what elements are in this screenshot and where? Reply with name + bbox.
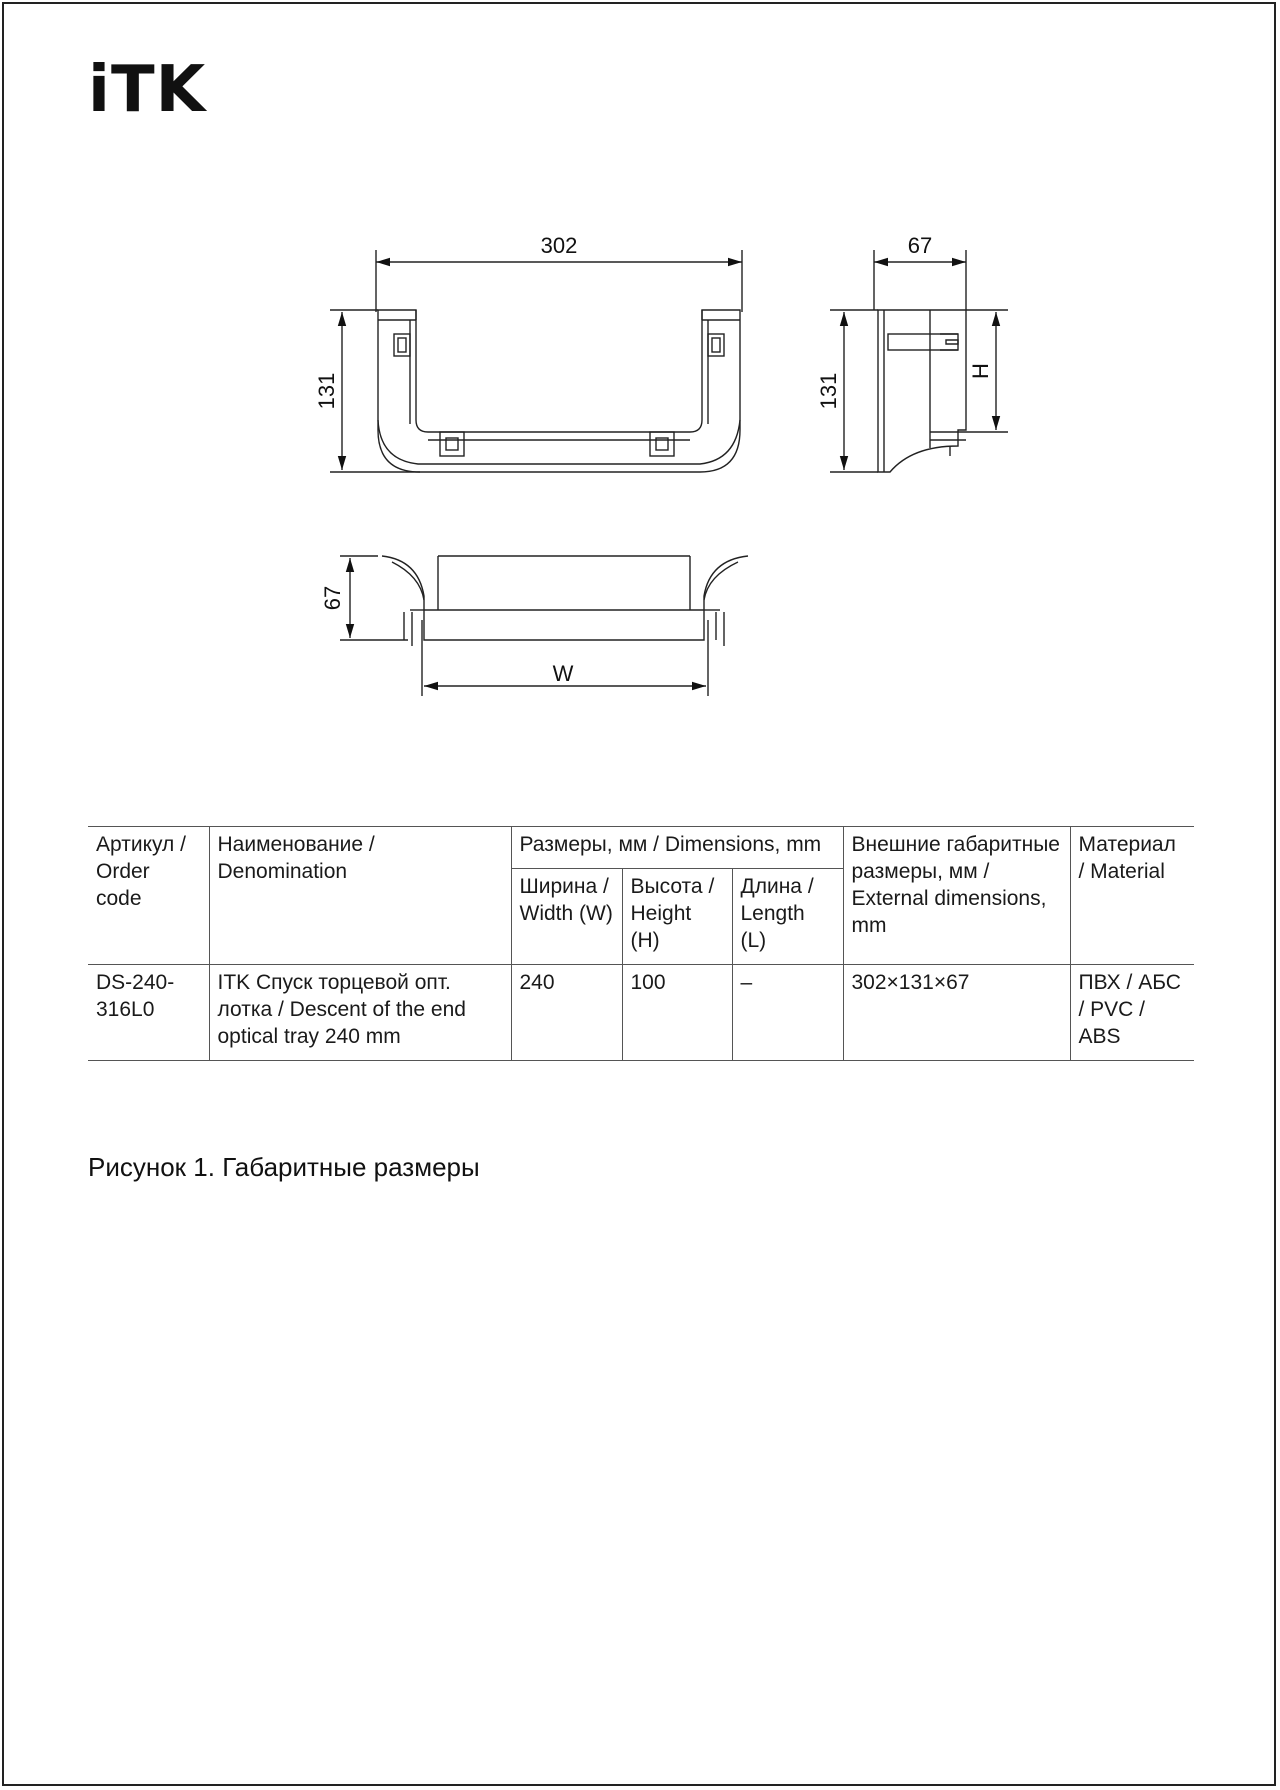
- front-view: [330, 250, 742, 472]
- cell-external: 302×131×67: [843, 965, 1070, 1061]
- dim-302: 302: [540, 233, 578, 258]
- cell-length: –: [732, 965, 843, 1061]
- dim-67-plan: 67: [320, 585, 345, 611]
- table-header-row: [88, 827, 1194, 869]
- cell-order-code: DS-240-316L0: [88, 965, 209, 1061]
- table-row: [88, 965, 1194, 1061]
- header-height: Высота / Height (H): [622, 869, 732, 965]
- header-denomination: Наименование / Denomination: [209, 827, 511, 965]
- dim-67-side: 67: [907, 233, 933, 258]
- dim-h-label: H: [968, 363, 993, 379]
- header-dimensions: Размеры, мм / Dimensions, mm: [511, 827, 843, 869]
- spec-table: [88, 826, 1194, 1061]
- itk-logo: iTK: [88, 53, 207, 127]
- plan-view: [340, 556, 748, 696]
- cell-denomination: ITK Спуск торцевой опт. лотка / Descent of the end optical tray 240 mm: [209, 965, 511, 1061]
- header-order-code: Артикул / Order code: [88, 827, 209, 965]
- header-external: Внешние габаритные размеры, мм / External dimensions, mm: [843, 827, 1070, 965]
- dim-131-side: 131: [816, 372, 841, 410]
- header-width: Ширина / Width (W): [511, 869, 622, 965]
- figure-caption: Рисунок 1. Габаритные размеры: [88, 1152, 480, 1182]
- technical-drawing: [0, 0, 1280, 720]
- header-material: Материал / Material: [1070, 827, 1194, 965]
- side-view: [830, 250, 1008, 472]
- cell-width: 240: [511, 965, 622, 1061]
- cell-height: 100: [622, 965, 732, 1061]
- header-length: Длина / Length (L): [732, 869, 843, 965]
- cell-material: ПВХ / АБС / PVC / ABS: [1070, 965, 1194, 1061]
- dim-w-label: W: [552, 661, 574, 686]
- dim-131-front: 131: [314, 372, 339, 410]
